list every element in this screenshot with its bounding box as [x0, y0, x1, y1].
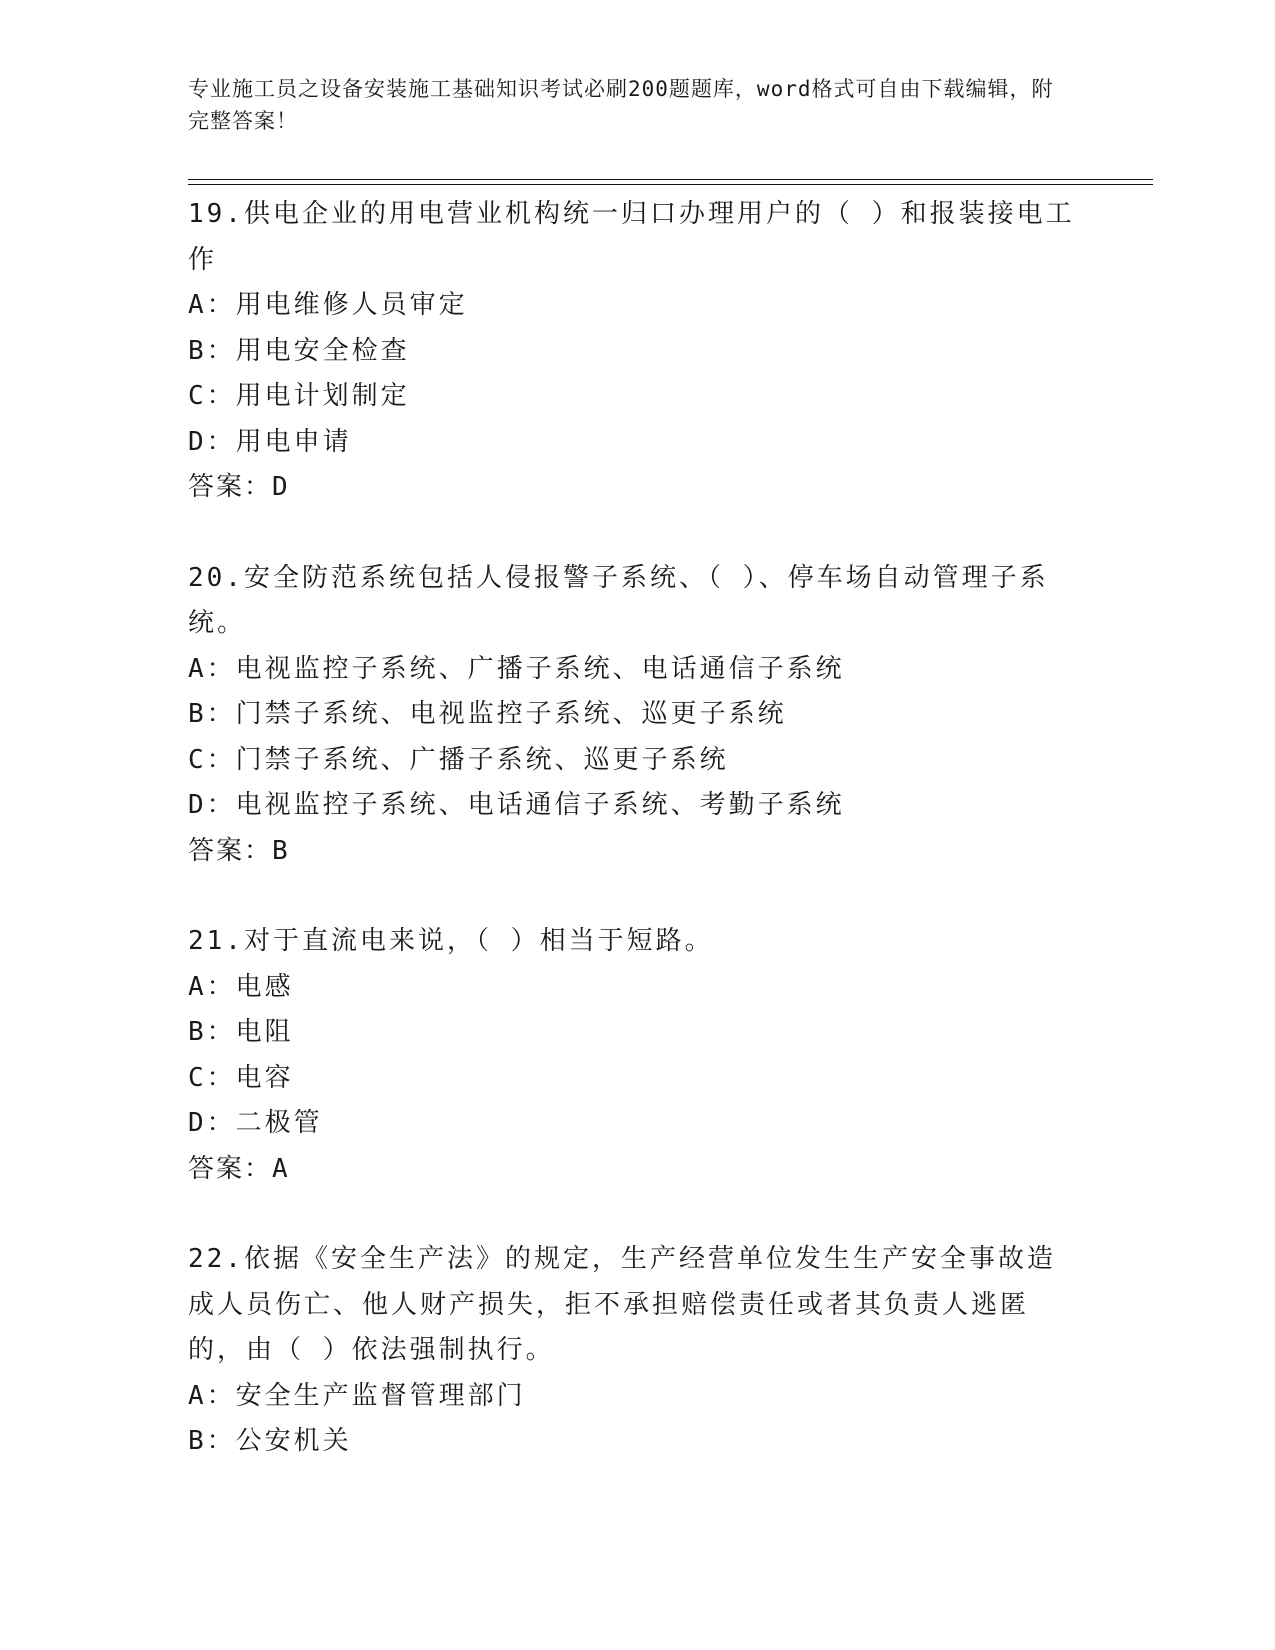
question-text: 21.对于直流电来说，（ ）相当于短路。	[188, 926, 714, 956]
option-c: C：门禁子系统、广播子系统、巡更子系统	[188, 744, 729, 775]
question-text: 22.依据《安全生产法》的规定，生产经营单位发生生产安全事故造成人员伤亡、他人财产损失，拒不承担赔偿责任或者其负责人逃匿的，由（ ）依法强制执行。	[188, 1244, 1056, 1365]
option-d: D：用电申请	[188, 426, 352, 457]
option-c: C：电容	[188, 1062, 294, 1093]
option-b: B：门禁子系统、电视监控子系统、巡更子系统	[188, 699, 787, 729]
option-a: A：用电维修人员审定	[188, 290, 468, 320]
header-divider-double	[188, 184, 1153, 185]
option-d: D：二极管	[188, 1108, 323, 1138]
option-b: B：用电安全检查	[188, 335, 410, 366]
question-22	[188, 1237, 1078, 1465]
answer: 答案：D	[188, 472, 290, 502]
option-a: A：安全生产监督管理部门	[188, 1380, 526, 1411]
option-c: C：用电计划制定	[188, 381, 410, 411]
answer: 答案：B	[188, 835, 290, 866]
option-a: A：电视监控子系统、广播子系统、电话通信子系统	[188, 653, 845, 684]
answer: 答案：A	[188, 1153, 290, 1184]
option-b: B：电阻	[188, 1017, 294, 1047]
question-list	[188, 192, 1078, 1465]
question-text: 20.安全防范系统包括人侵报警子系统、（ ）、停车场自动管理子系统。	[188, 562, 1049, 638]
option-d: D：电视监控子系统、电话通信子系统、考勤子系统	[188, 790, 845, 820]
question-20	[188, 556, 1078, 875]
option-a: A：电感	[188, 971, 294, 1002]
option-b: B：公安机关	[188, 1426, 352, 1456]
header-divider	[188, 179, 1153, 180]
question-19	[188, 192, 1078, 511]
question-text: 19.供电企业的用电营业机构统一归口办理用户的（ ）和报装接电工作	[188, 199, 1075, 275]
question-21	[188, 919, 1078, 1192]
document-header: 专业施工员之设备安装施工基础知识考试必刷200题题库，word格式可自由下载编辑，附完整答案！	[188, 77, 1054, 133]
